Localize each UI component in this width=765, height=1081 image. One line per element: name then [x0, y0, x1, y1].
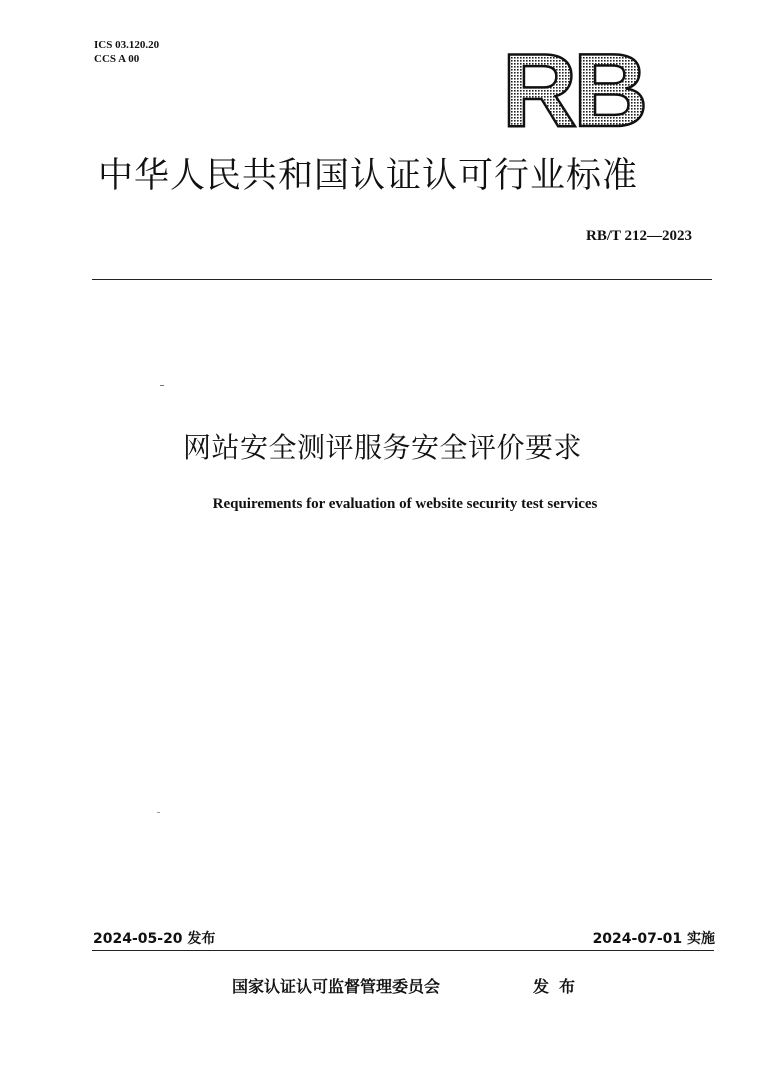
ics-code: ICS 03.120.20: [94, 39, 160, 51]
standard-number: RB/T 212—2023: [586, 228, 692, 244]
document-title-en: Requirements for evaluation of website security test services: [212, 496, 598, 512]
ccs-code: CCS A 00: [94, 53, 140, 65]
release-date: 2024-05-20 发布: [93, 931, 216, 947]
document-title-cn: 网站安全测评服务安全评价要求: [182, 431, 582, 464]
issuing-authority: 国家认证认可监督管理委员会: [232, 977, 441, 996]
implementation-date: 2024-07-01 实施: [592, 931, 715, 947]
scan-mark: [157, 812, 160, 813]
scan-mark: [160, 385, 164, 386]
footer-divider: [92, 950, 714, 951]
standard-category: 中华人民共和国认证认可行业标准: [98, 156, 639, 196]
rb-logo-text: RB: [502, 42, 645, 134]
issue-label: 发布: [533, 977, 586, 996]
rb-logo: [496, 42, 656, 134]
classification-codes: [94, 38, 159, 66]
header-divider: [92, 279, 712, 280]
